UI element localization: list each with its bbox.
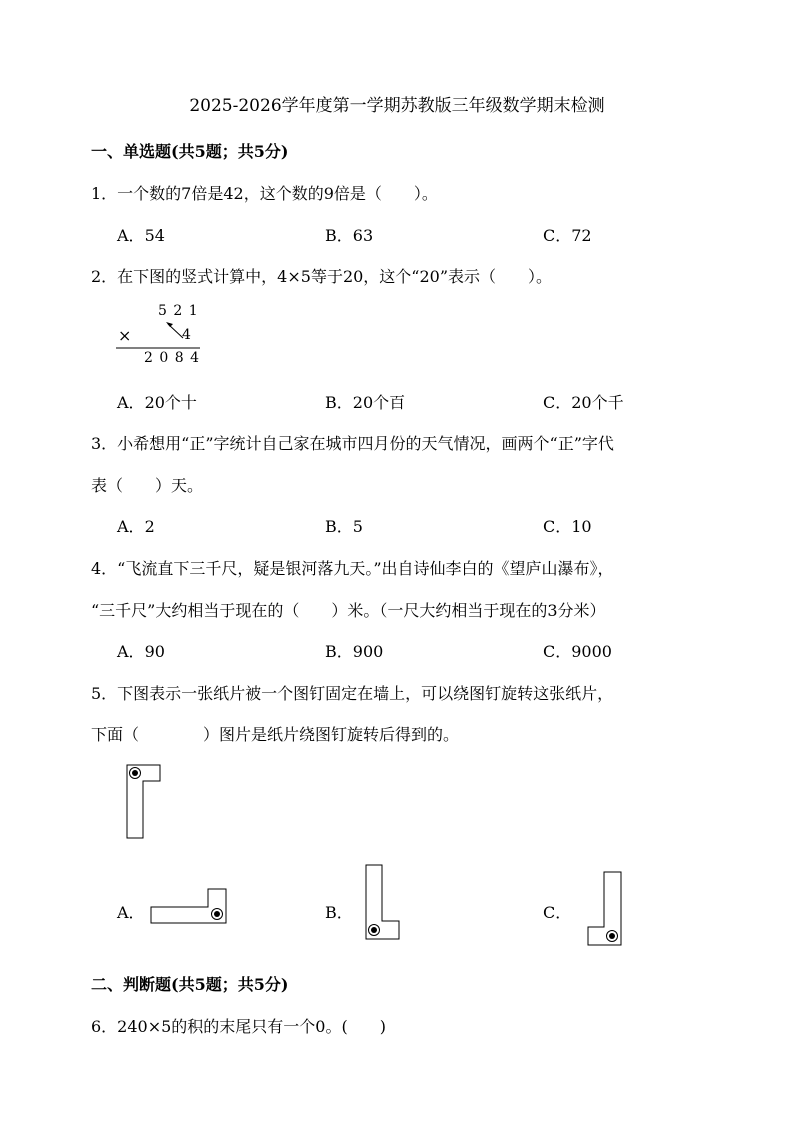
q5-option-b[interactable] [325, 900, 353, 923]
question-3-text-line-1: 3．小希想用“正”字统计自己家在城市四月份的天气情况，画两个“正”字代 [91, 434, 614, 453]
q3-option-a[interactable] [117, 514, 155, 537]
option-letter: B． [325, 393, 353, 412]
page-title: 2025-2026学年度第一学期苏教版三年级数学期末检测 [189, 96, 605, 116]
option-letter: C． [543, 517, 572, 536]
arrow-head-icon [166, 322, 173, 327]
q5-option-a[interactable] [117, 900, 145, 923]
option-letter: A． [117, 642, 145, 661]
question-2-text: 2．在下图的竖式计算中，4×5等于20，这个“20”表示（ ）。 [91, 267, 553, 286]
option-text: 90 [144, 642, 165, 661]
option-text: 54 [144, 226, 165, 245]
q3-option-c[interactable] [543, 514, 592, 537]
option-text: 72 [571, 226, 592, 245]
option-letter: C． [543, 903, 572, 922]
q1-option-c[interactable] [543, 223, 592, 246]
section-heading-true-false: 二、判断题(共5题；共5分) [91, 975, 289, 994]
option-letter: B． [325, 642, 353, 661]
option-text: 20个十 [144, 393, 197, 412]
q1-option-b[interactable] [325, 223, 373, 246]
q5-option-c[interactable] [543, 900, 571, 923]
option-letter: B． [325, 226, 353, 245]
paper-option-a-figure[interactable] [150, 888, 230, 924]
option-letter: C． [543, 226, 572, 245]
option-letter: B． [325, 903, 353, 922]
q3-option-b[interactable] [325, 514, 363, 537]
option-letter: A． [117, 226, 145, 245]
product: 2 0 8 4 [144, 350, 200, 366]
q1-option-a[interactable] [117, 223, 165, 246]
question-5-text-line-1: 5．下图表示一张纸片被一个图钉固定在墙上，可以绕图钉旋转这张纸片， [91, 684, 614, 703]
question-3-text-line-2: 表（ ）天。 [91, 476, 204, 495]
question-6-text: 6．240×5的积的末尾只有一个0。( ) [91, 1017, 386, 1036]
question-5-text-line-2: 下面（ ）图片是纸片绕图钉旋转后得到的。 [91, 725, 460, 744]
question-1-text: 1．一个数的7倍是42，这个数的9倍是（ ）。 [91, 184, 438, 203]
q4-option-a[interactable] [117, 639, 165, 662]
q4-option-b[interactable] [325, 639, 383, 662]
option-text: 20个百 [352, 393, 406, 412]
option-letter: A． [117, 393, 145, 412]
paper-option-b-figure[interactable] [365, 864, 405, 944]
q2-option-a[interactable] [117, 390, 197, 413]
option-text: 10 [571, 517, 592, 536]
option-text: 5 [352, 517, 363, 536]
option-letter: C． [543, 393, 572, 412]
option-text: 2 [144, 517, 155, 536]
option-text: 20个千 [571, 393, 624, 412]
paper-original-figure [126, 764, 166, 844]
section-heading-single-choice: 一、单选题(共5题；共5分) [91, 142, 289, 161]
q2-option-b[interactable] [325, 390, 405, 413]
option-text: 900 [352, 642, 384, 661]
option-text: 63 [352, 226, 374, 245]
option-letter: C． [543, 642, 572, 661]
q4-option-c[interactable] [543, 639, 612, 662]
question-4-text-line-1: 4．“飞流直下三千尺，疑是银河落九天。”出自诗仙李白的《望庐山瀑布》， [91, 559, 614, 578]
multiplicand: 5 2 1 [158, 303, 199, 319]
option-text: 9000 [571, 642, 612, 661]
option-letter: A． [117, 903, 145, 922]
option-letter: A． [117, 517, 145, 536]
multiplier: 4 [182, 327, 191, 343]
option-letter: B． [325, 517, 353, 536]
multiply-sign: × [118, 326, 132, 345]
paper-option-c-figure[interactable] [587, 871, 627, 951]
question-4-text-line-2: “三千尺”大约相当于现在的（ ）米。（一尺大约相当于现在的3分米） [91, 601, 606, 620]
q2-option-c[interactable] [543, 390, 624, 413]
